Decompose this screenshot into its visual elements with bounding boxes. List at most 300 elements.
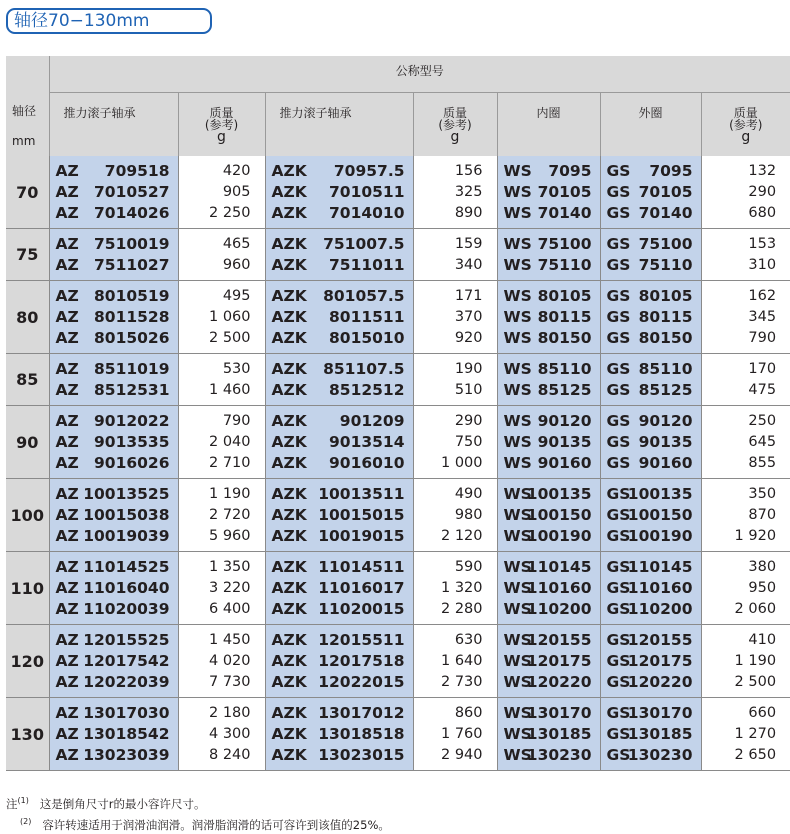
model-number (498, 161, 600, 182)
model-code: 12015511 (318, 630, 404, 651)
model-prefix: WS (504, 234, 532, 255)
model-code: 120220 (628, 672, 693, 693)
model-number (50, 557, 178, 578)
model-number (498, 578, 600, 599)
mass-value: 1 350 (179, 557, 265, 578)
model-prefix: GS (607, 432, 631, 453)
model-number (498, 255, 600, 276)
mass-value: 1 000 (414, 453, 497, 474)
model-number (50, 453, 178, 474)
model-number (498, 411, 600, 432)
mass-value: 905 (179, 182, 265, 203)
model-prefix: AZ (56, 505, 79, 526)
model-number (498, 453, 600, 474)
model-code: 7010511 (329, 182, 405, 203)
footnote-1-text: 这是倒角尺寸r的最小容许尺寸。 (40, 797, 206, 811)
model-code: 110160 (628, 578, 693, 599)
model-code: 10019039 (83, 526, 169, 547)
model-prefix: WS (504, 453, 532, 474)
model-number (50, 630, 178, 651)
model-prefix: AZ (56, 630, 79, 651)
model-prefix: GS (607, 328, 631, 349)
model-code: 90160 (538, 453, 592, 474)
col-gs-header: 外圈 (600, 92, 701, 156)
model-code: 90160 (639, 453, 693, 474)
shaft-diameter-cell: 130 (6, 698, 49, 771)
model-prefix: GS (607, 724, 631, 745)
azk-mass-cell (413, 156, 497, 229)
model-prefix: AZ (56, 359, 79, 380)
model-prefix: AZK (272, 234, 307, 255)
model-code: 801057.5 (323, 286, 404, 307)
model-code: 12022015 (318, 672, 404, 693)
mass-value: 132 (702, 161, 790, 182)
model-code: 7014010 (329, 203, 405, 224)
mass-value: 1 270 (702, 724, 790, 745)
azk-model-cell (265, 698, 413, 771)
gs-model-cell (600, 281, 701, 354)
model-number (50, 505, 178, 526)
model-prefix: AZ (56, 672, 79, 693)
az-mass-cell (178, 552, 265, 625)
mass-value: 920 (414, 328, 497, 349)
model-prefix: AZ (56, 286, 79, 307)
model-number (601, 328, 701, 349)
model-code: 9013514 (329, 432, 405, 453)
mass-value: 590 (414, 557, 497, 578)
model-code: 70140 (538, 203, 592, 224)
mass-value: 310 (702, 255, 790, 276)
model-number (266, 630, 413, 651)
model-code: 851107.5 (323, 359, 404, 380)
model-prefix: AZ (56, 307, 79, 328)
model-prefix: WS (504, 359, 532, 380)
ws-model-cell (497, 698, 600, 771)
model-prefix: GS (607, 255, 631, 276)
model-number (266, 484, 413, 505)
model-code: 130170 (527, 703, 592, 724)
azk-model-cell (265, 625, 413, 698)
shaft-diameter-cell: 110 (6, 552, 49, 625)
mass-value: 1 060 (179, 307, 265, 328)
model-prefix: WS (504, 307, 532, 328)
model-number (50, 703, 178, 724)
model-number (266, 432, 413, 453)
model-code: 8512531 (94, 380, 170, 401)
model-number (498, 307, 600, 328)
model-number (266, 286, 413, 307)
model-number (266, 328, 413, 349)
mass-value: 2 250 (179, 203, 265, 224)
model-number (601, 745, 701, 766)
model-code: 10013511 (318, 484, 404, 505)
model-number (266, 672, 413, 693)
model-prefix: WS (504, 651, 532, 672)
mass-value: 350 (702, 484, 790, 505)
shaft-diameter-cell: 120 (6, 625, 49, 698)
mass-value: 153 (702, 234, 790, 255)
az-model-cell (49, 354, 178, 406)
mass-value: 162 (702, 286, 790, 307)
model-code: 13018518 (318, 724, 404, 745)
shaft-group-row (6, 552, 790, 625)
model-prefix: WS (504, 724, 532, 745)
shaft-diameter-cell: 90 (6, 406, 49, 479)
model-prefix: WS (504, 526, 532, 547)
model-prefix: AZ (56, 651, 79, 672)
ws-model-cell (497, 156, 600, 229)
model-prefix: WS (504, 484, 532, 505)
model-code: 120220 (527, 672, 592, 693)
model-code: 120175 (527, 651, 592, 672)
az-model-cell (49, 229, 178, 281)
model-code: 70105 (538, 182, 592, 203)
model-code: 130185 (527, 724, 592, 745)
col-mass3-unit: g (702, 131, 790, 144)
model-code: 90120 (639, 411, 693, 432)
model-code: 100150 (527, 505, 592, 526)
mass-value: 420 (179, 161, 265, 182)
ring-mass-cell (701, 229, 790, 281)
mass-value: 490 (414, 484, 497, 505)
model-number (50, 432, 178, 453)
model-code: 100135 (628, 484, 693, 505)
mass-value: 290 (702, 182, 790, 203)
model-number (601, 484, 701, 505)
mass-value: 1 320 (414, 578, 497, 599)
model-number (50, 411, 178, 432)
shaft-group-row (6, 698, 790, 771)
model-number (50, 307, 178, 328)
model-number (498, 651, 600, 672)
col-mass3-ref: (参考) (729, 118, 762, 132)
mass-value: 5 960 (179, 526, 265, 547)
model-number (266, 234, 413, 255)
model-code: 8015026 (94, 328, 170, 349)
model-prefix: GS (607, 161, 631, 182)
model-code: 901209 (340, 411, 405, 432)
azk-model-cell (265, 354, 413, 406)
model-code: 11016017 (318, 578, 404, 599)
model-prefix: AZ (56, 411, 79, 432)
model-number (266, 745, 413, 766)
shaft-diameter-cell: 80 (6, 281, 49, 354)
model-number (50, 161, 178, 182)
col-mass1-label: 质量 (209, 106, 233, 120)
col-azk-header: 推力滚子轴承 (265, 92, 413, 156)
mass-value: 510 (414, 380, 497, 401)
model-prefix: GS (607, 505, 631, 526)
az-mass-cell (178, 281, 265, 354)
model-number (266, 307, 413, 328)
model-code: 7511011 (329, 255, 405, 276)
model-code: 100190 (628, 526, 693, 547)
footnotes (6, 792, 390, 834)
mass-value: 660 (702, 703, 790, 724)
model-number (601, 505, 701, 526)
model-number (50, 255, 178, 276)
az-model-cell (49, 281, 178, 354)
model-code: 75110 (538, 255, 592, 276)
model-prefix: AZK (272, 630, 307, 651)
model-code: 100190 (527, 526, 592, 547)
model-number (498, 203, 600, 224)
model-number (266, 724, 413, 745)
mass-value: 1 190 (702, 651, 790, 672)
model-prefix: AZK (272, 453, 307, 474)
model-number (601, 578, 701, 599)
footnote-2-text: 容许转速适用于润滑油润滑。润滑脂润滑的话可容许到该值的25%。 (42, 818, 390, 832)
mass-value: 156 (414, 161, 497, 182)
model-code: 7014026 (94, 203, 170, 224)
model-prefix: WS (504, 255, 532, 276)
model-code: 120155 (628, 630, 693, 651)
model-code: 80115 (538, 307, 592, 328)
model-prefix: WS (504, 286, 532, 307)
mass-value: 790 (179, 411, 265, 432)
model-code: 8010519 (94, 286, 170, 307)
model-number (266, 380, 413, 401)
model-prefix: AZK (272, 380, 307, 401)
model-number (50, 724, 178, 745)
model-code: 110145 (628, 557, 693, 578)
model-number (498, 359, 600, 380)
mass-value: 855 (702, 453, 790, 474)
model-prefix: GS (607, 359, 631, 380)
model-prefix: AZK (272, 286, 307, 307)
col-mass3-label: 质量 (734, 106, 758, 120)
model-code: 7095 (649, 161, 692, 182)
page-title: 轴径70−130mm (14, 11, 149, 31)
model-prefix: GS (607, 234, 631, 255)
model-number (601, 182, 701, 203)
mass-value: 159 (414, 234, 497, 255)
model-prefix: WS (504, 703, 532, 724)
model-number (266, 505, 413, 526)
azk-model-cell (265, 406, 413, 479)
shaft-group-row (6, 625, 790, 698)
model-prefix: WS (504, 557, 532, 578)
shaft-unit: mm (12, 134, 35, 148)
model-number (266, 359, 413, 380)
model-code: 8011511 (329, 307, 405, 328)
model-prefix: WS (504, 630, 532, 651)
model-number (601, 359, 701, 380)
model-number (601, 630, 701, 651)
shaft-group-row (6, 281, 790, 354)
col-mass1-header (178, 92, 265, 156)
model-prefix: GS (607, 307, 631, 328)
mass-value: 2 710 (179, 453, 265, 474)
az-mass-cell (178, 625, 265, 698)
model-code: 9013535 (94, 432, 170, 453)
mass-value: 345 (702, 307, 790, 328)
model-prefix: AZ (56, 453, 79, 474)
model-number (601, 672, 701, 693)
model-prefix: WS (504, 203, 532, 224)
model-prefix: AZ (56, 380, 79, 401)
model-code: 130185 (628, 724, 693, 745)
model-code: 85110 (639, 359, 693, 380)
az-mass-cell (178, 156, 265, 229)
mass-value: 6 400 (179, 599, 265, 620)
ws-model-cell (497, 281, 600, 354)
ring-mass-cell (701, 698, 790, 771)
model-code: 110200 (527, 599, 592, 620)
model-code: 10013525 (83, 484, 169, 505)
az-model-cell (49, 479, 178, 552)
ws-model-cell (497, 552, 600, 625)
mass-value: 2 500 (179, 328, 265, 349)
model-prefix: AZK (272, 578, 307, 599)
model-prefix: AZK (272, 651, 307, 672)
model-prefix: AZ (56, 432, 79, 453)
mass-value: 2 730 (414, 672, 497, 693)
model-code: 13018542 (83, 724, 169, 745)
ws-model-cell (497, 229, 600, 281)
mass-value: 190 (414, 359, 497, 380)
model-prefix: WS (504, 599, 532, 620)
model-code: 12015525 (83, 630, 169, 651)
gs-model-cell (600, 698, 701, 771)
model-number (50, 328, 178, 349)
azk-mass-cell (413, 406, 497, 479)
model-number (498, 557, 600, 578)
ring-mass-cell (701, 479, 790, 552)
model-code: 85110 (538, 359, 592, 380)
mass-value: 750 (414, 432, 497, 453)
model-prefix: GS (607, 182, 631, 203)
model-prefix: AZ (56, 161, 79, 182)
shaft-label: 轴径 (12, 104, 36, 118)
azk-model-cell (265, 156, 413, 229)
model-prefix: AZK (272, 703, 307, 724)
mass-value: 1 450 (179, 630, 265, 651)
model-prefix: GS (607, 745, 631, 766)
mass-value: 465 (179, 234, 265, 255)
col-az-header: 推力滚子轴承 (49, 92, 178, 156)
model-code: 8511019 (94, 359, 170, 380)
az-model-cell (49, 625, 178, 698)
ws-model-cell (497, 354, 600, 406)
model-prefix: AZ (56, 578, 79, 599)
model-prefix: AZ (56, 484, 79, 505)
model-prefix: WS (504, 505, 532, 526)
model-prefix: AZ (56, 703, 79, 724)
model-number (498, 526, 600, 547)
model-prefix: AZK (272, 432, 307, 453)
bearing-spec-table (6, 56, 790, 771)
model-number (498, 484, 600, 505)
model-number (498, 630, 600, 651)
az-model-cell (49, 552, 178, 625)
model-code: 8512512 (329, 380, 405, 401)
mass-value: 380 (702, 557, 790, 578)
mass-value: 3 220 (179, 578, 265, 599)
model-code: 7511027 (94, 255, 170, 276)
ws-model-cell (497, 625, 600, 698)
mass-value: 1 190 (179, 484, 265, 505)
model-number (601, 411, 701, 432)
model-code: 12017518 (318, 651, 404, 672)
mass-value: 950 (702, 578, 790, 599)
gs-model-cell (600, 479, 701, 552)
az-mass-cell (178, 479, 265, 552)
model-prefix: AZK (272, 359, 307, 380)
footnote-1 (6, 792, 390, 813)
model-number (50, 234, 178, 255)
model-code: 130170 (628, 703, 693, 724)
model-prefix: WS (504, 182, 532, 203)
ring-mass-cell (701, 406, 790, 479)
model-code: 10015038 (83, 505, 169, 526)
model-number (498, 380, 600, 401)
model-code: 85125 (538, 380, 592, 401)
az-mass-cell (178, 406, 265, 479)
ws-model-cell (497, 479, 600, 552)
model-prefix: WS (504, 432, 532, 453)
col-mass1-unit: g (179, 131, 265, 144)
model-code: 70140 (639, 203, 693, 224)
col-mass1-ref: (参考) (205, 118, 238, 132)
mass-value: 890 (414, 203, 497, 224)
mass-value: 7 730 (179, 672, 265, 693)
model-number (266, 203, 413, 224)
mass-value: 171 (414, 286, 497, 307)
mass-value: 475 (702, 380, 790, 401)
mass-value: 170 (702, 359, 790, 380)
az-mass-cell (178, 354, 265, 406)
mass-value: 340 (414, 255, 497, 276)
model-number (601, 255, 701, 276)
model-number (266, 255, 413, 276)
ring-mass-cell (701, 354, 790, 406)
model-prefix: GS (607, 203, 631, 224)
model-number (601, 453, 701, 474)
model-prefix: AZK (272, 484, 307, 505)
model-code: 7010527 (94, 182, 170, 203)
model-code: 110200 (628, 599, 693, 620)
gs-model-cell (600, 406, 701, 479)
model-number (50, 599, 178, 620)
mass-value: 2 180 (179, 703, 265, 724)
model-code: 80105 (538, 286, 592, 307)
model-prefix: AZK (272, 307, 307, 328)
model-number (498, 724, 600, 745)
model-prefix: GS (607, 703, 631, 724)
model-prefix: AZK (272, 557, 307, 578)
model-number (601, 380, 701, 401)
model-code: 751007.5 (323, 234, 404, 255)
model-prefix: WS (504, 411, 532, 432)
model-code: 70957.5 (334, 161, 405, 182)
model-number (50, 286, 178, 307)
shaft-diameter-cell: 100 (6, 479, 49, 552)
model-prefix: GS (607, 630, 631, 651)
model-number (266, 599, 413, 620)
col-ws-header: 内圈 (497, 92, 600, 156)
gs-model-cell (600, 625, 701, 698)
model-number (601, 161, 701, 182)
model-prefix: AZ (56, 724, 79, 745)
mass-value: 860 (414, 703, 497, 724)
model-code: 11020039 (83, 599, 169, 620)
mass-value: 2 040 (179, 432, 265, 453)
ring-mass-cell (701, 552, 790, 625)
model-code: 7095 (548, 161, 591, 182)
azk-mass-cell (413, 552, 497, 625)
model-number (266, 453, 413, 474)
